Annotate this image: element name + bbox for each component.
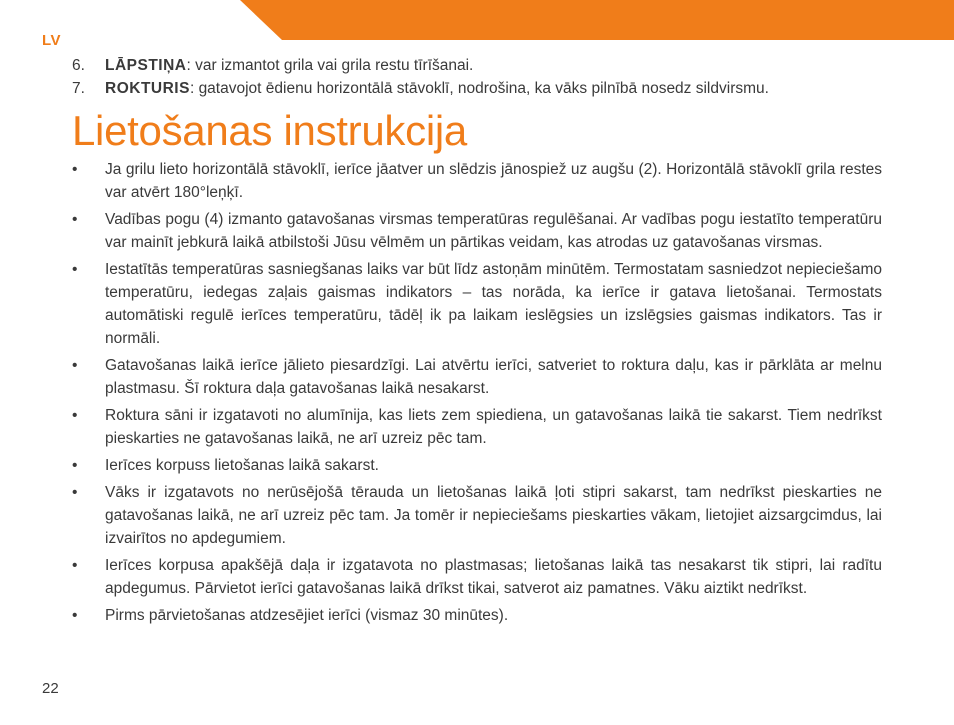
bullet-icon: • — [72, 161, 78, 178]
instruction-text: Vadības pogu (4) izmanto gatavošanas virsmas temperatūras regulēšanai. Ar vadības pogu iestatīto temperatūru var mainīt jebkurā laikā atbilstoši Jūsu vēlmēm un pārtikas veidam, kas atrodas uz gatavošanas virsmas. — [105, 211, 882, 251]
bullet-icon: • — [72, 607, 78, 624]
instruction-item — [72, 158, 882, 204]
bullet-icon: • — [72, 261, 78, 278]
item-description: : gatavojot ēdienu horizontālā stāvoklī, nodrošina, ka vāks pilnībā nosedz sildvirsmu. — [189, 80, 769, 97]
page-content — [72, 54, 882, 631]
instruction-item — [72, 208, 882, 254]
item-number: 7. — [72, 80, 85, 97]
instruction-item — [72, 258, 882, 350]
item-number: 6. — [72, 57, 85, 74]
bullet-icon: • — [72, 357, 78, 374]
instruction-text: Gatavošanas laikā ierīce jālieto piesardzīgi. Lai atvērtu ierīci, satveriet to roktura daļu, kas ir pārklāta ar melnu plastmasu. Šī roktura daļa gatavošanas laikā nesakarst. — [105, 357, 882, 397]
instruction-text: Roktura sāni ir izgatavoti no alumīnija, kas liets zem spiediena, un gatavošanas laikā tie sakarst. Tiem nedrīkst pieskarties ne gatavošanas laikā, ne arī uzreiz pēc tam. — [105, 407, 882, 447]
parts-list — [72, 54, 882, 100]
instruction-text: Vāks ir izgatavots no nerūsējošā tērauda un lietošanas laikā ļoti stipri sakarst, tam nedrīkst pieskarties ne gatavošanas laikā, ne arī uzreiz pēc tam. Ja tomēr ir nepieciešams pieskarties vākam, lietojiet aizsargcimdus, lai izvairītos no apdegumiem. — [105, 484, 882, 547]
instruction-text: Ja grilu lieto horizontālā stāvoklī, ierīce jāatver un slēdzis jānospiež uz augšu (2). Horizontālā stāvoklī grila restes var atvērt 180°leņķī. — [105, 161, 882, 201]
instruction-item — [72, 554, 882, 600]
bullet-icon: • — [72, 457, 78, 474]
instruction-item — [72, 354, 882, 400]
instruction-item — [72, 404, 882, 450]
bullet-icon: • — [72, 484, 78, 501]
instruction-item — [72, 481, 882, 550]
page-number: 22 — [42, 680, 59, 697]
instruction-item — [72, 604, 882, 627]
item-description: : var izmantot grila vai grila restu tīrīšanai. — [186, 57, 474, 74]
parts-list-item — [72, 54, 882, 77]
instruction-text: Pirms pārvietošanas atdzesējiet ierīci (vismaz 30 minūtes). — [105, 607, 509, 624]
parts-list-item — [72, 77, 882, 100]
bullet-icon: • — [72, 557, 78, 574]
header-accent-shape — [0, 0, 954, 40]
instruction-text: Ierīces korpusa apakšējā daļa ir izgatavota no plastmasas; lietošanas laikā tas nesakarst tik stipri, lai radītu apdegumus. Pārvietot ierīci gatavošanas laikā drīkst tikai, satverot aiz pamatnes. Vāku aiztikt nedrīkst. — [105, 557, 882, 597]
item-term: ROKTURIS — [105, 80, 190, 97]
instruction-item — [72, 454, 882, 477]
item-term: LĀPSTIŅA — [105, 57, 187, 74]
instruction-list — [72, 158, 882, 627]
bullet-icon: • — [72, 211, 78, 228]
instruction-text: Ierīces korpuss lietošanas laikā sakarst. — [105, 457, 379, 474]
header-accent-bar — [0, 0, 954, 40]
instruction-text: Iestatītās temperatūras sasniegšanas laiks var būt līdz astoņām minūtēm. Termostatam sasniedzot nepieciešamo temperatūru, iedegas zaļais gaismas indikators – tas norāda, ka ierīce ir gatava lietošanai. Termostats automātiski regulē ierīces temperatūru, tādēļ ik pa laikam ieslēgsies un izslēgsies gaismas indikators. Tas ir normāli. — [105, 261, 882, 347]
bullet-icon: • — [72, 407, 78, 424]
language-tag: LV — [42, 32, 62, 49]
section-title: Lietošanas instrukcija — [72, 107, 467, 154]
